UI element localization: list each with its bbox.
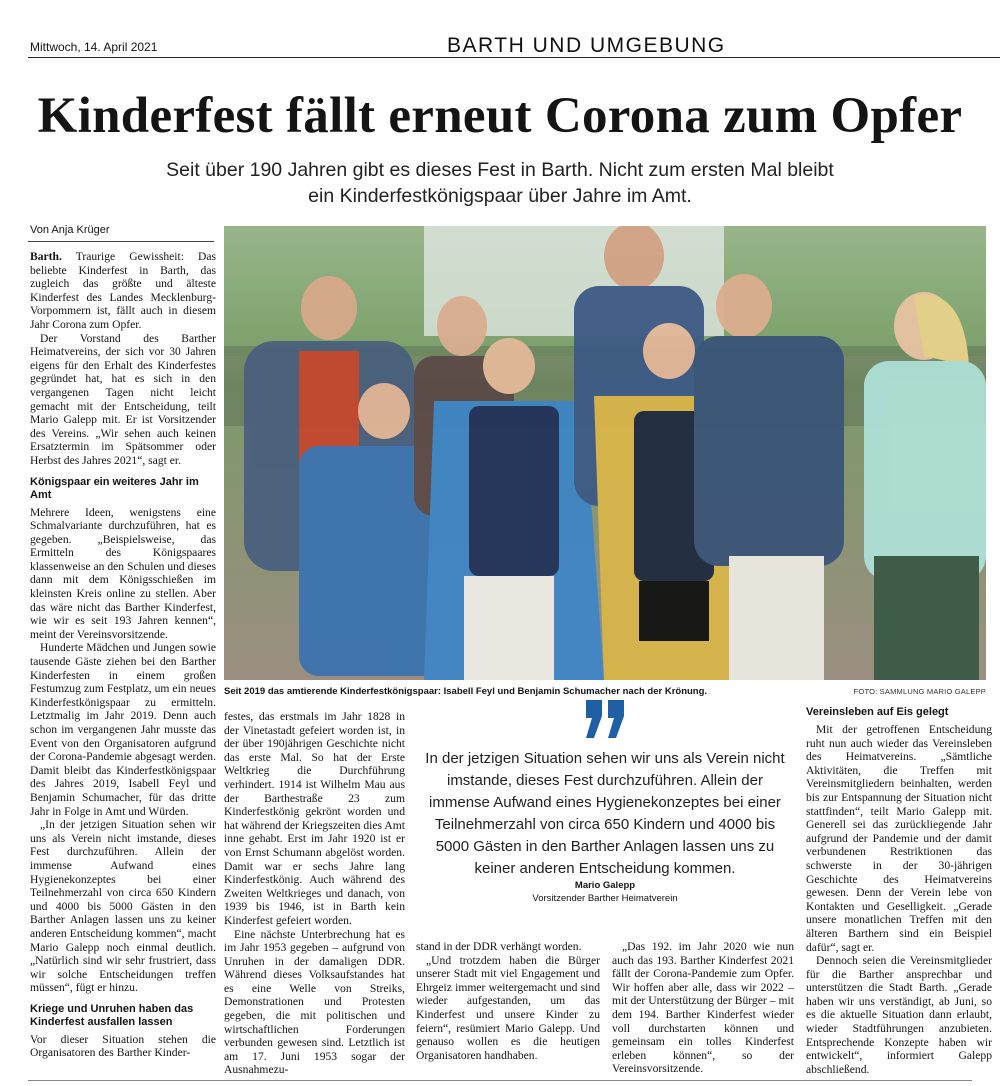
article-author: Von Anja Krüger (30, 224, 110, 236)
article-column-2 (224, 710, 405, 1080)
pull-quote-role: Vorsitzender Barther Heimatverein (532, 893, 678, 904)
photo-credit: FOTO: SAMMLUNG MARIO GALEPP (853, 687, 986, 696)
subheading: Königspaar ein weiteres Jahr im Amt (30, 475, 199, 501)
paragraph: „Das 192. im Jahr 2020 wie nun auch das 193. Barther Kinderfest 2021 fällt der Corona-Pandemie zum Opfer. Wir hoffen aber alle, dass wir 2022 – mit der Unterstützung der Bürger – mit dem 194. Barther Kinderfest wieder voll durchstarten können und gemeinsam ein tolles Kinderfest erleben können“, so der Vereinsvorsitzende. (612, 940, 794, 1076)
paragraph: „Und trotzdem haben die Bürger unserer Stadt mit viel Engagement und Ehrgeiz immer weitergemacht und sind wieder aufgestanden, um das Kinderfest und unsere Kinder zu feiern“, resümiert Mario Galepp. Und genauso wollen es die heutigen Organisatoren handhaben. (416, 953, 600, 1062)
paragraph: Eine nächste Unterbrechung hat es im Jahr 1953 gegeben – aufgrund von Unruhen in der damaligen DDR. Während dieses Volksaufstandes hat es eine Welle von Streiks, Demonstrationen und Protesten gegeben, die mit politischen und wirtschaftlichen Forderungen verbunden gewesen sind. Letztlich ist am 17. Juni 1953 sogar der Ausnahmezu- (224, 927, 405, 1077)
pull-quote: In der jetzigen Situation sehen wir uns als Verein nicht imstande, dieses Fest durchzuführen. Allein der immense Aufwand eines Hygienekonzeptes bei einer Teilnehmerzahl von circa 650 Kindern und 4000 bis 5000 Gästen in den Barther Anlagen lassen uns zu keiner anderen Entscheidung kommen. (425, 750, 785, 877)
author-divider (28, 241, 214, 242)
paragraph: Dennoch seien die Vereinsmitglieder für die Barther ansprechbar und unterstützen die Stadt Barth. „Gerade haben wir uns verständigt, ab Juni, so es die aktuelle Situation dann erlaubt, wieder Stadtführungen anzubieten. Entsprechende Konzepte haben wir entwickelt“, informiert Galepp abschließend. (806, 954, 992, 1076)
pull-quote-author: Mario Galepp (574, 880, 636, 891)
subheading: Vereinsleben auf Eis gelegt (806, 706, 949, 718)
paragraph: „In der jetzigen Situation sehen wir uns als Verein nicht imstande, dieses Fest durchzuführen. Allein der immense Aufwand eines Hygienekonzeptes bei einer Teilnehmerzahl von circa 650 Kindern und 4000 bis 5000 Gästen in den Barther Anlagen lassen uns zu keiner anderen Entscheidung kommen“, macht Mario Galepp noch einmal deutlich. „Natürlich sind wir sehr frustriert, dass wir solche Entscheidungen treffen müssen“, fügt er hinzu. (30, 818, 216, 995)
article-column-5 (806, 706, 992, 1080)
paragraph: Mit der getroffenen Entscheidung ruht nun auch wieder das Vereinsleben des Heimatvereins. „Sämtliche Aktivitäten, die Treffen mit Vereinsmitgliedern beinhalten, werden bis zur Entspannung der Situation nicht stattfinden“, teilt Mario Galepp mit. Generell sei das zurückliegende Jahr aufgrund der Pandemie und der damit verbundenen Restriktionen das schwerste in der 30-jährigen Geschichte des Heimatvereins gewesen. Denn der Verein lebe von Kontakten und Geselligkeit. „Gerade unsere monatlichen Treffen mit den älteren Barthern sind ein Beispiel dafür“, sagt er. (806, 723, 992, 954)
article-column-1 (30, 250, 216, 1080)
article-photo (224, 226, 986, 680)
paragraph (30, 250, 216, 332)
dateline: Barth. (30, 250, 62, 263)
article-headline: Kinderfest fällt erneut Corona zum Opfer (37, 88, 963, 144)
footer-divider (28, 1080, 972, 1081)
paragraph-text: Traurige Gewissheit: Das beliebte Kinderfest in Barth, das zugleich das größte und älteste Kinderfest des Landes Mecklenburg-Vorpommern ist, fällt auch in diesem Jahr Corona zum Opfer. (30, 250, 216, 331)
section-title: BARTH UND UMGEBUNG (447, 34, 726, 57)
paragraph: Der Vorstand des Barther Heimatvereins, der sich vor 30 Jahren eigens für den Erhalt des Kinderfestes gegründet hat, hat es sich in den vergangenen Tagen nicht leicht gemacht mit der Entscheidung, teilt Mario Galepp mit. Er ist Vorsitzender des Vereins. „Wir sehen auch keinen Ersatztermin im Spätsommer oder Herbst des Jahres 2021“, sagt er. (30, 331, 216, 467)
issue-date: Mittwoch, 14. April 2021 (30, 40, 158, 54)
article-subtitle (100, 157, 900, 209)
subtitle-line: ein Kinderfestkönigspaar über Jahre im Amt. (308, 185, 692, 207)
header-divider (28, 57, 1000, 58)
photo-caption: Seit 2019 das amtierende Kinderfestkönigspaar: Isabell Feyl und Benjamin Schumacher nach der Krönung. (224, 686, 708, 697)
quote-mark-icon (584, 700, 628, 740)
subheading: Kriege und Unruhen haben das Kinderfest ausfallen lassen (30, 1002, 194, 1028)
paragraph: stand in der DDR verhängt worden. (416, 940, 582, 953)
photo-illustration (224, 226, 986, 680)
subtitle-line: Seit über 190 Jahren gibt es dieses Fest in Barth. Nicht zum ersten Mal bleibt (166, 159, 834, 181)
article-column-4 (612, 940, 794, 1080)
paragraph: Hunderte Mädchen und Jungen sowie tausende Gäste ziehen bei den Barther Kinderfesten in einem großen Festumzug zum Festplatz, um ein neues Kinderfestkönigspaar zu ermitteln. Letztmalig im Jahr 2019. Denn auch schon im vergangenen Jahr musste das Event von den Organisatoren aufgrund der Corona-Pandemie abgesagt werden. Damit bleibt das Kinderfestkönigspaar des Jahres 2019, Isabell Feyl und Benjamin Schumacher, für das dritte Jahr in Folge in Amt und Würden. (30, 641, 216, 818)
article-column-3 (416, 940, 600, 1080)
paragraph: Mehrere Ideen, wenigstens eine Schmalvariante durchzuführen, hat es gegeben. „Beispielsweise, das Ermitteln des Königspaares klassenweise an den Schulen und dieses dann mit dem Königsschießen im kleinsten Kreis online zu stellen. Aber das wäre nicht das Barther Kinderfest, wie wir es seit 193 Jahren kennen“, meint der Vereinsvorsitzende. (30, 505, 216, 641)
paragraph: festes, das erstmals im Jahr 1828 in der Vinetastadt gefeiert worden ist, in der über 190jährigen Geschichte nicht das erste Mal. So hat der Erste Weltkrieg die Durchführung verhindert. 1914 ist Wilhelm Mau aus der Barthestraße 23 zum Kinderfestkönig gekrönt worden und hat während der Kriegszeiten dies Amt inne gehabt. Erst im Jahr 1920 ist er von Ernst Schumann abgelöst worden. Damit war er sechs Jahre lang Kinderfestkönig. Auch während des Zweiten Weltkrieges und danach, von 1939 bis 1946, ist in Barth kein Kinderfest gefeiert worden. (224, 710, 405, 927)
paragraph: Vor dieser Situation stehen die Organisatoren des Barther Kinder- (30, 1032, 216, 1060)
